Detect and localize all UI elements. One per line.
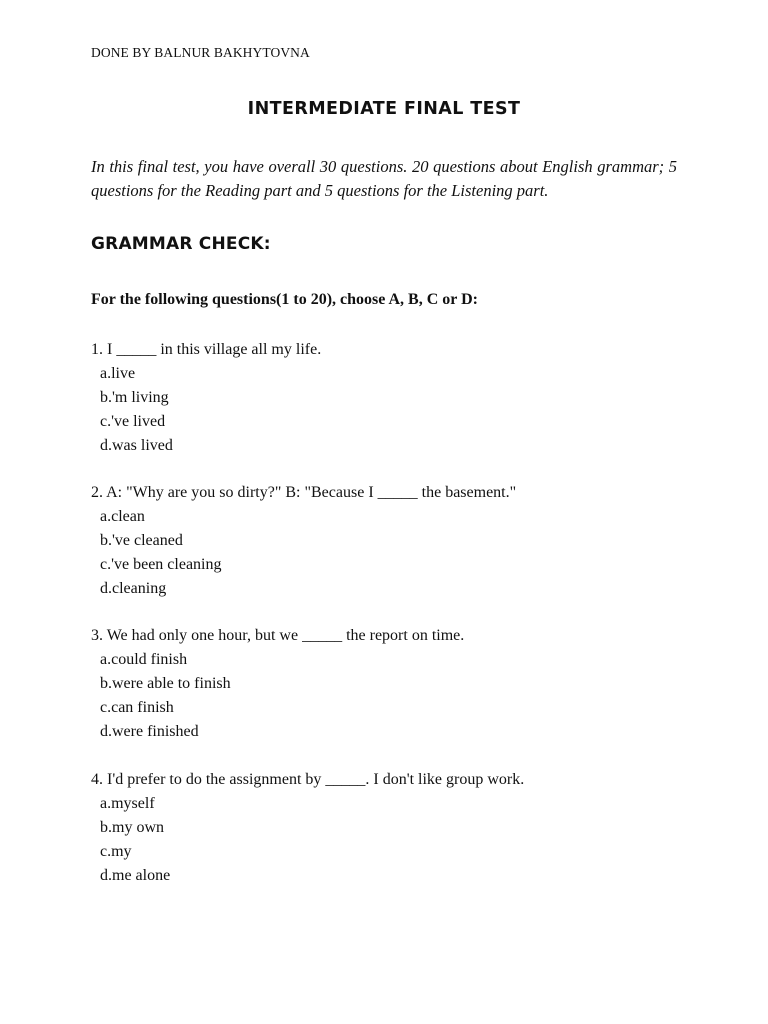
answer-option: a.myself [100,795,155,812]
answer-option: a.could finish [100,651,188,668]
question-text: 1. I _____ in this village all my life. [91,341,322,358]
answer-option: c.can finish [100,699,174,716]
instruction-text: For the following questions(1 to 20), choose A, B, C or D: [91,291,478,308]
question-item [91,768,524,888]
answer-option: b.'ve cleaned [100,532,183,549]
answer-option: b.were able to finish [100,675,231,692]
answer-option: b.my own [100,819,164,836]
question-item [91,481,516,601]
section-heading-grammar: GRAMMAR CHECK: [91,234,271,254]
intro-paragraph: In this final test, you have overall 30 questions. 20 questions about English grammar; 5 questions for the Reading part and 5 questions for the Listening part. [91,157,677,200]
answer-option: d.were finished [100,723,199,740]
question-text: 3. We had only one hour, but we _____ the report on time. [91,627,465,644]
answer-option: d.me alone [100,867,171,884]
answer-option: b.'m living [100,389,169,406]
answer-option: d.was lived [100,437,173,454]
question-text: 2. A: "Why are you so dirty?" B: "Because I _____ the basement." [91,484,517,501]
question-item [91,624,464,744]
answer-option: a.live [100,365,136,382]
answer-option: a.clean [100,508,145,525]
answer-option: c.'ve been cleaning [100,556,222,573]
author-line: DONE BY BALNUR BAKHYTOVNA [91,45,310,60]
answer-option: d.cleaning [100,580,167,597]
question-text: 4. I'd prefer to do the assignment by _____. I don't like group work. [91,771,525,788]
document-title: INTERMEDIATE FINAL TEST [247,99,521,119]
answer-option: c.'ve lived [100,413,166,430]
question-item [91,338,321,458]
answer-option: c.my [100,843,132,860]
